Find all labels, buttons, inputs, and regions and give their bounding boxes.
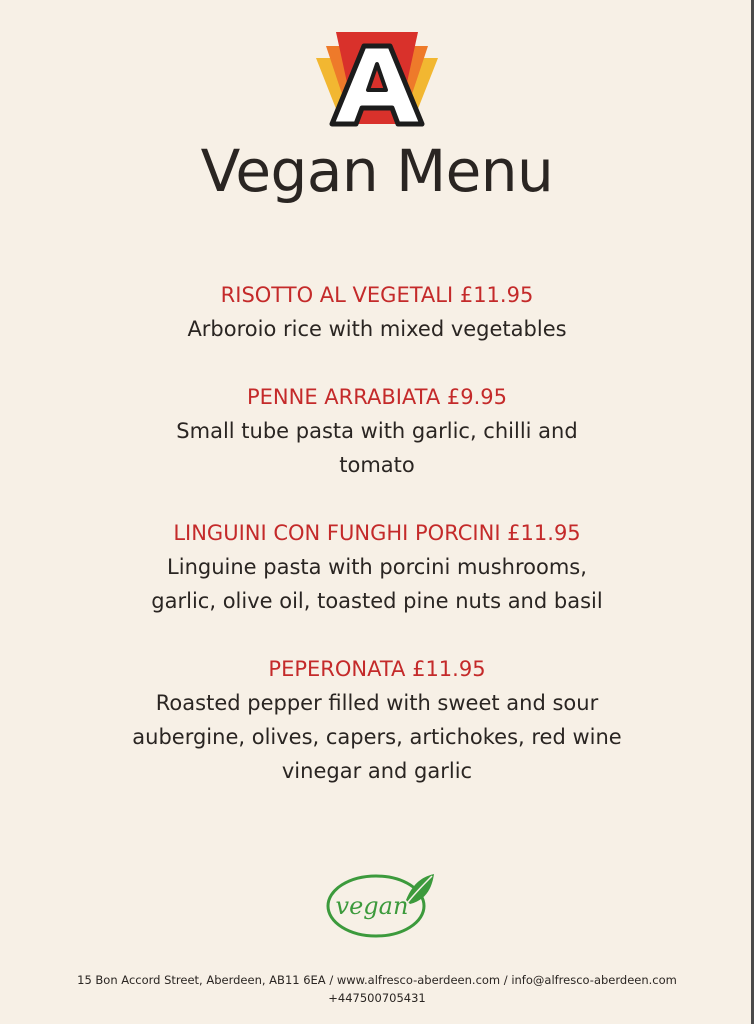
leaf-icon (406, 874, 434, 904)
footer-contact-line: 15 Bon Accord Street, Aberdeen, AB11 6EA / www.alfresco-aberdeen.com / info@alfresco-aberdeen.com (77, 973, 677, 987)
menu-item-description: Linguine pasta with porcini mushrooms, garlic, olive oil, toasted pine nuts and basil (151, 555, 603, 613)
vegan-badge (322, 866, 436, 942)
footer-phone: +447500705431 (328, 991, 426, 1005)
footer (0, 971, 754, 1007)
vegan-badge-text: vegan (335, 892, 409, 920)
menu-item-description: Arboroio rice with mixed vegetables (187, 317, 567, 341)
menu-item (117, 516, 637, 618)
menu-item (117, 652, 637, 788)
menu-list (0, 278, 754, 788)
alfresco-logo (312, 28, 442, 130)
menu-item-name-price: PENNE ARRABIATA £9.95 (246, 385, 508, 409)
menu-item-name-price: RISOTTO AL VEGETALI £11.95 (220, 283, 534, 307)
menu-item-description: Roasted pepper filled with sweet and sour aubergine, olives, capers, artichokes, red wine vinegar and garlic (132, 691, 622, 783)
menu-item-name-price: LINGUINI CON FUNGHI PORCINI £11.95 (173, 521, 581, 545)
menu-item-description: Small tube pasta with garlic, chilli and tomato (176, 419, 578, 477)
page-title: Vegan Menu (200, 137, 554, 205)
menu-item (117, 278, 637, 346)
menu-item-name-price: PEPERONATA £11.95 (268, 657, 486, 681)
menu-item (117, 380, 637, 482)
